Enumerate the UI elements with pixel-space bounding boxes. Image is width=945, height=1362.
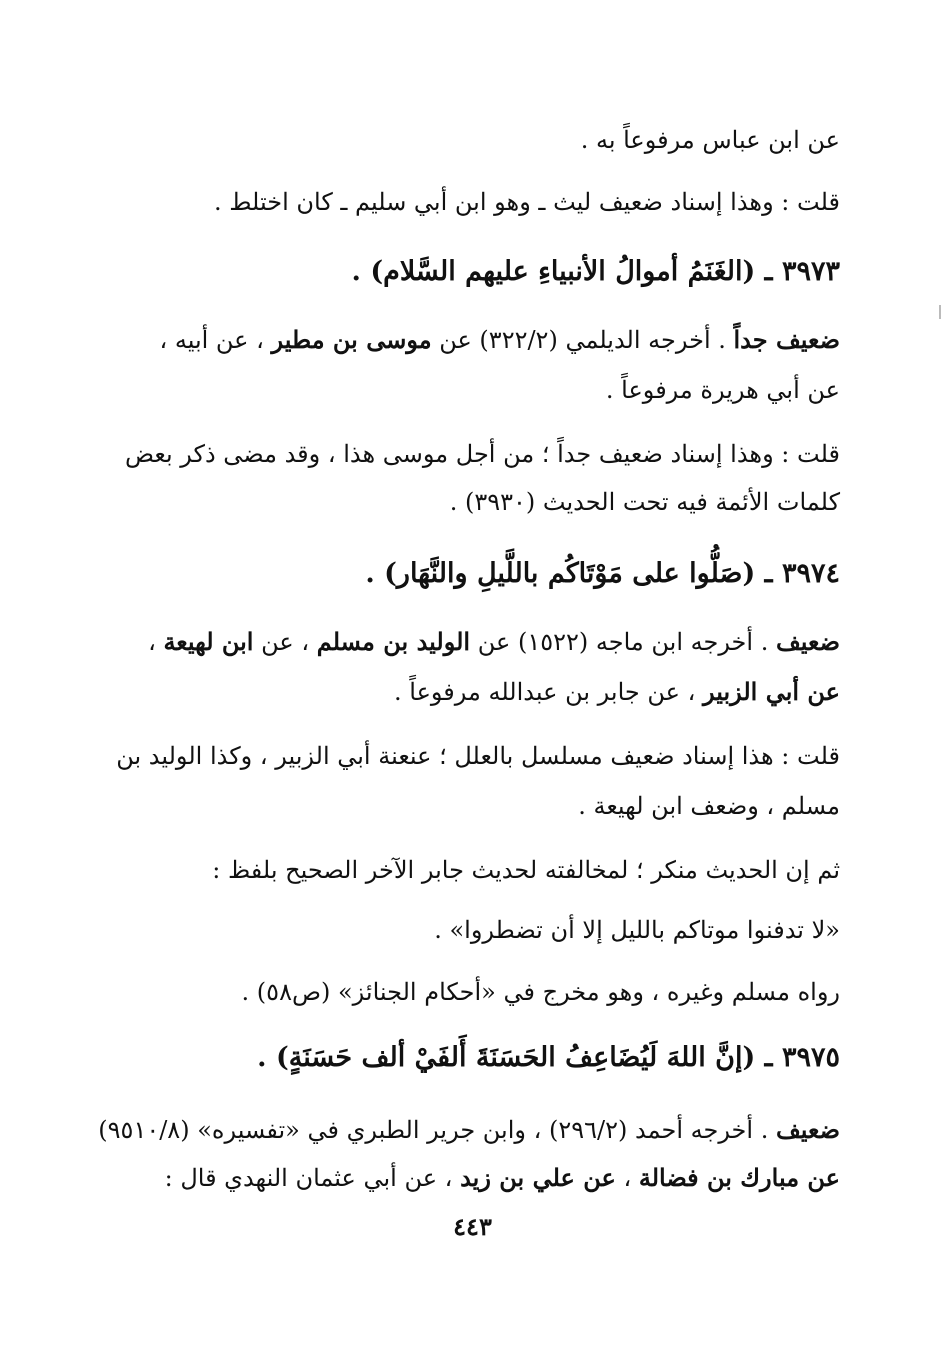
- narrator-name: ابن لهيعة: [163, 627, 254, 656]
- hadith-heading-3973: [100, 250, 888, 294]
- heading-text: ٣٩٧٣ ـ (الغَنَمُ أموالُ الأنبياءِ عليهم السَّلام) .: [351, 256, 840, 287]
- line-text: قلت : وهذا إسناد ضعيف جداً ؛ من أجل موسى هذا ، وقد مضى ذكر بعض: [125, 440, 840, 468]
- text-line: [100, 1156, 840, 1200]
- line-text: ، عن أبي عثمان النهدي قال :: [164, 1164, 461, 1192]
- text-line: [100, 734, 888, 778]
- line-text: ثم إن الحديث منكر ؛ لمخالفته لحديث جابر الآخر الصحيح بلفظ :: [212, 856, 840, 884]
- heading-text: ٣٩٧٤ ـ (صَلُّوا على مَوْتَاكُم باللَّيلِ والنَّهَار) .: [365, 558, 840, 589]
- line-text: ، عن جابر بن عبدالله مرفوعاً .: [394, 678, 703, 706]
- grading-label: ضعيف: [775, 1115, 840, 1144]
- line-text: عن أبي هريرة مرفوعاً .: [605, 376, 840, 404]
- narrator-name: عن علي بن زيد: [460, 1163, 616, 1192]
- hadith-heading-3974: [100, 552, 888, 596]
- line-text: ، عن: [253, 628, 317, 656]
- narrator-name: الوليد بن مسلم: [316, 627, 471, 656]
- grading-label: ضعيف: [775, 627, 840, 656]
- line-text: ،: [148, 628, 164, 656]
- text-line: [100, 432, 888, 476]
- text-line: [100, 784, 840, 828]
- line-text: قلت : هذا إسناد ضعيف مسلسل بالعلل ؛ عنعنة أبي الزبير ، وكذا الوليد بن: [116, 742, 840, 770]
- text-line: [100, 180, 888, 224]
- margin-mark: [939, 305, 941, 319]
- line-text: قلت : وهذا إسناد ضعيف ليث ـ وهو ابن أبي سليم ـ كان اختلط .: [214, 188, 840, 216]
- text-line: [100, 1108, 888, 1152]
- text-line: [100, 670, 840, 714]
- hadith-heading-3975: [100, 1036, 888, 1080]
- text-line: [100, 620, 888, 664]
- narrator-name: عن مبارك بن فضالة: [638, 1163, 840, 1192]
- page-number: ٤٤٣: [453, 1212, 492, 1241]
- grading-label: ضعيف جداً: [733, 325, 840, 354]
- text-line: [100, 118, 840, 162]
- text-line: [100, 480, 840, 524]
- line-text: «لا تدفنوا موتاكم بالليل إلا أن تضطروا» .: [434, 916, 840, 944]
- line-text: عن ابن عباس مرفوعاً به .: [580, 126, 840, 154]
- text-line: [100, 970, 888, 1014]
- line-text: رواه مسلم وغيره ، وهو مخرج في «أحكام الجنائز» (ص٥٨) .: [241, 978, 840, 1006]
- text-line: [100, 318, 888, 362]
- line-text: ، عن أبيه ،: [159, 326, 272, 354]
- line-text: كلمات الأئمة فيه تحت الحديث (٣٩٣٠) .: [449, 488, 840, 516]
- text-line: [100, 848, 888, 892]
- line-text: . أخرجه ابن ماجه (١٥٢٢) عن: [470, 628, 776, 656]
- line-text: . أخرجه أحمد (٢٩٦/٢) ، وابن جرير الطبري في «تفسيره» (٩٥١٠/٨): [98, 1116, 776, 1144]
- narrator-name: موسى بن مطير: [271, 325, 432, 354]
- heading-text: ٣٩٧٥ ـ (إنَّ اللهَ لَيُضَاعِفُ الحَسَنَةَ أَلفَيْ ألف حَسَنَةٍ) .: [257, 1042, 840, 1073]
- line-text: مسلم ، وضعف ابن لهيعة .: [578, 792, 840, 820]
- text-line: [100, 368, 840, 412]
- line-text: ،: [615, 1164, 639, 1192]
- quoted-hadith: [100, 908, 888, 952]
- line-text: . أخرجه الديلمي (٣٢٢/٢) عن: [431, 326, 734, 354]
- narrator-name: عن أبي الزبير: [702, 677, 840, 706]
